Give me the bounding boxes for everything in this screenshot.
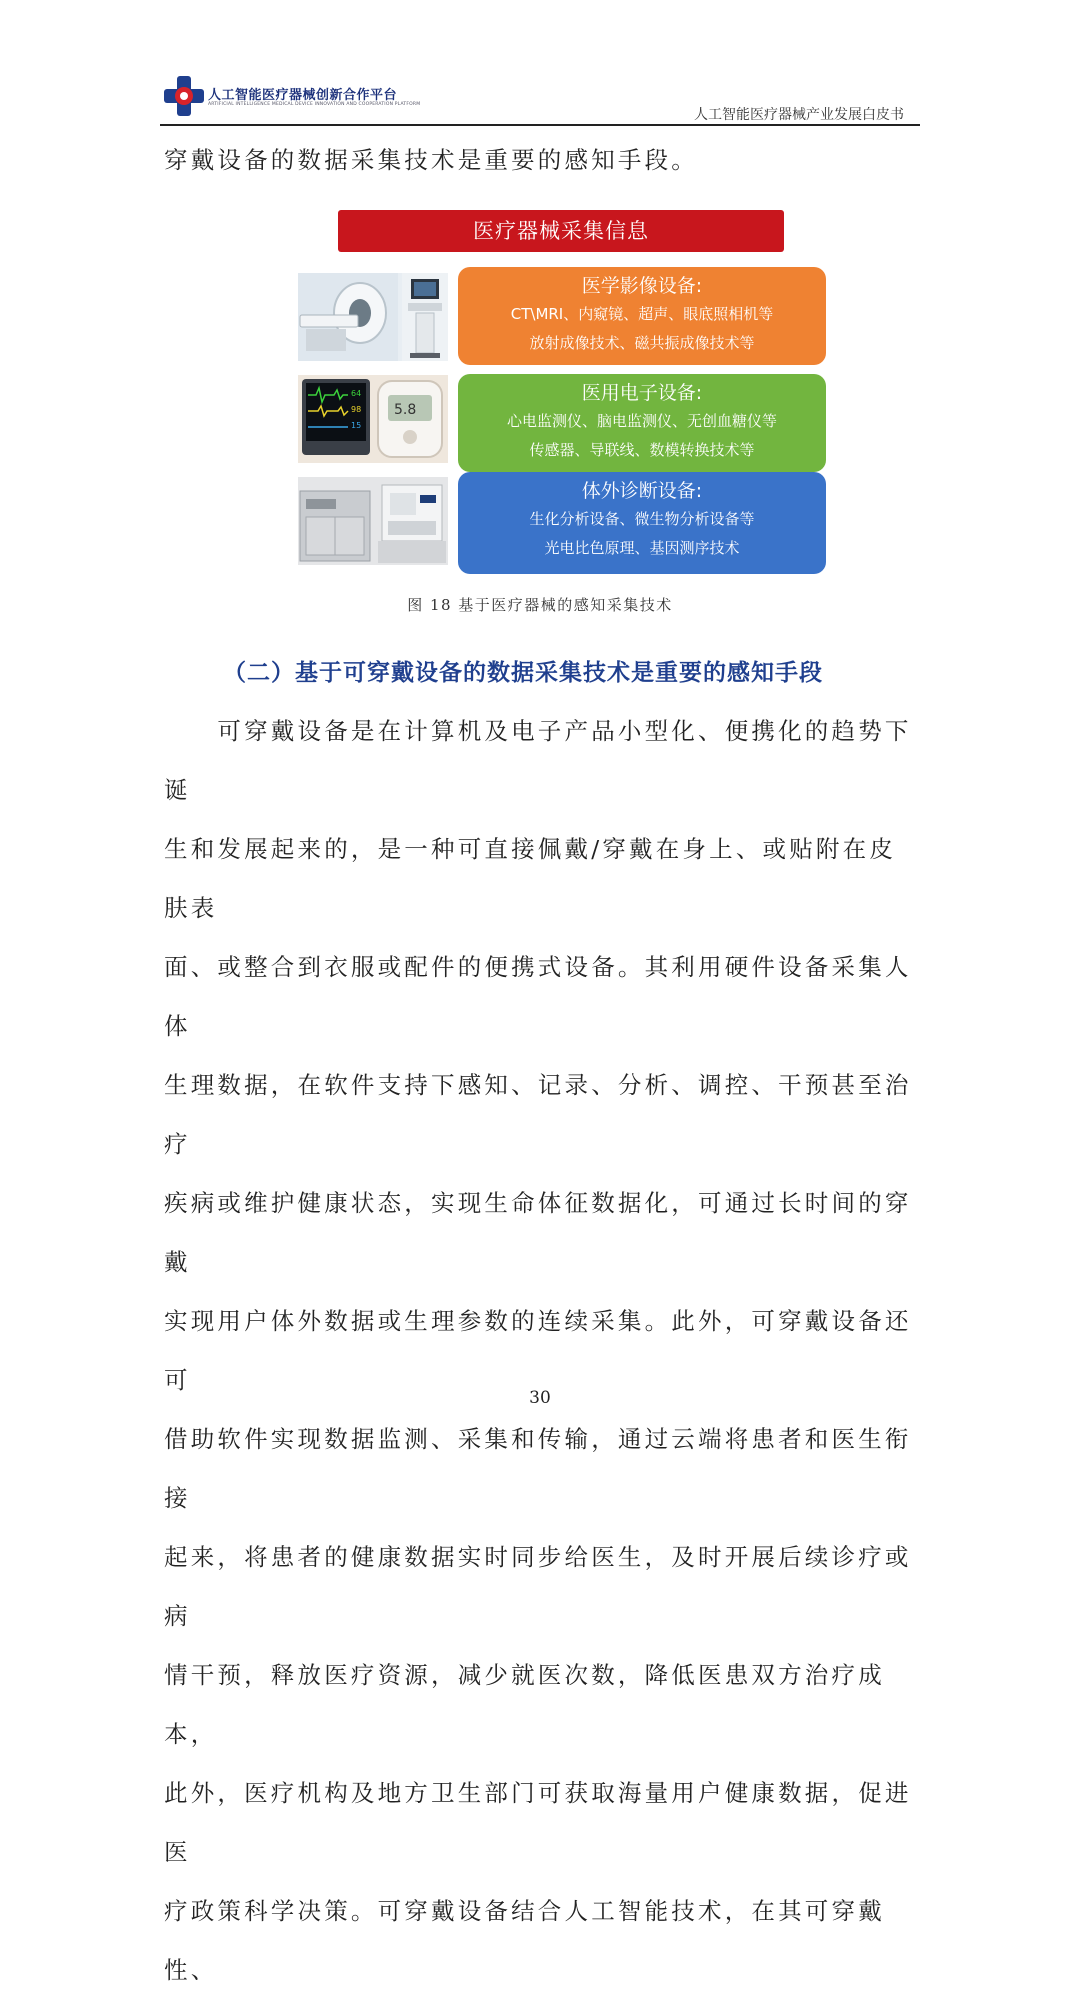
medical-electronics-box bbox=[458, 374, 826, 472]
medical-imaging-box bbox=[458, 267, 826, 365]
text-line: 借助软件实现数据监测、采集和传输，通过云端将患者和医生衔接 bbox=[164, 1425, 912, 1512]
box-title: 医用电子设备: bbox=[581, 382, 703, 404]
text-line: 疾病或维护健康状态，实现生命体征数据化，可通过长时间的穿戴 bbox=[164, 1189, 912, 1276]
box-line: 放射成像技术、磁共振成像技术等 bbox=[529, 334, 755, 352]
ivd-device-photo bbox=[298, 477, 448, 565]
text-line: 实现用户体外数据或生理参数的连续采集。此外，可穿戴设备还可 bbox=[164, 1307, 912, 1394]
text-line: 面、或整合到衣服或配件的便携式设备。其利用硬件设备采集人体 bbox=[164, 953, 912, 1040]
box-line: 心电监测仪、脑电监测仪、无创血糖仪等 bbox=[506, 412, 777, 430]
document-title: 人工智能医疗器械产业发展白皮书 bbox=[694, 107, 904, 123]
intro-line: 穿戴设备的数据采集技术是重要的感知手段。 bbox=[164, 146, 698, 174]
page-header bbox=[160, 70, 920, 126]
section-heading: （二）基于可穿戴设备的数据采集技术是重要的感知手段 bbox=[223, 660, 823, 686]
box-line: 生化分析设备、微生物分析设备等 bbox=[529, 510, 755, 528]
text-line: 生理数据，在软件支持下感知、记录、分析、调控、干预甚至治疗 bbox=[164, 1071, 912, 1158]
box-line: 光电比色原理、基因测序技术 bbox=[544, 539, 740, 557]
figure-18 bbox=[298, 207, 828, 577]
box-title: 体外诊断设备: bbox=[581, 480, 703, 502]
text-line: 疗政策科学决策。可穿戴设备结合人工智能技术，在其可穿戴性、 bbox=[164, 1897, 885, 1984]
glucose-reading: 5.8 bbox=[394, 402, 417, 418]
monitor-spo2: 98 bbox=[351, 405, 362, 414]
text-line: 生和发展起来的，是一种可直接佩戴/穿戴在身上、或贴附在皮肤表 bbox=[164, 835, 897, 922]
monitor-resp: 15 bbox=[351, 421, 362, 430]
org-name: 人工智能医疗器械创新合作平台 bbox=[208, 88, 398, 103]
header-rule bbox=[160, 124, 920, 126]
imaging-device-photo bbox=[298, 273, 448, 361]
box-line: CT\MRI、内窥镜、超声、眼底照相机等 bbox=[510, 305, 774, 323]
ivd-box bbox=[458, 472, 826, 574]
box-title: 医学影像设备: bbox=[581, 275, 703, 297]
electronic-device-photo bbox=[298, 375, 448, 463]
page-number: 30 bbox=[529, 1388, 551, 1408]
body-paragraph bbox=[164, 702, 914, 2000]
text-line: 可穿戴设备是在计算机及电子产品小型化、便携化的趋势下诞 bbox=[164, 717, 912, 804]
figure-caption: 图 18 基于医疗器械的感知采集技术 bbox=[407, 596, 673, 614]
monitor-heart-rate: 64 bbox=[351, 389, 362, 398]
text-line: 起来，将患者的健康数据实时同步给医生，及时开展后续诊疗或病 bbox=[164, 1543, 912, 1630]
org-subtitle: ARTIFICIAL INTELLIGENCE MEDICAL DEVICE INNOVATION AND COOPERATION PLATFORM bbox=[208, 102, 421, 107]
text-line: 此外，医疗机构及地方卫生部门可获取海量用户健康数据，促进医 bbox=[164, 1779, 912, 1866]
text-line: 情干预，释放医疗资源，减少就医次数，降低医患双方治疗成本， bbox=[164, 1661, 885, 1748]
box-line: 传感器、导联线、数模转换技术等 bbox=[529, 441, 755, 459]
platform-logo bbox=[162, 74, 206, 118]
figure-banner: 医疗器械采集信息 bbox=[338, 210, 784, 252]
